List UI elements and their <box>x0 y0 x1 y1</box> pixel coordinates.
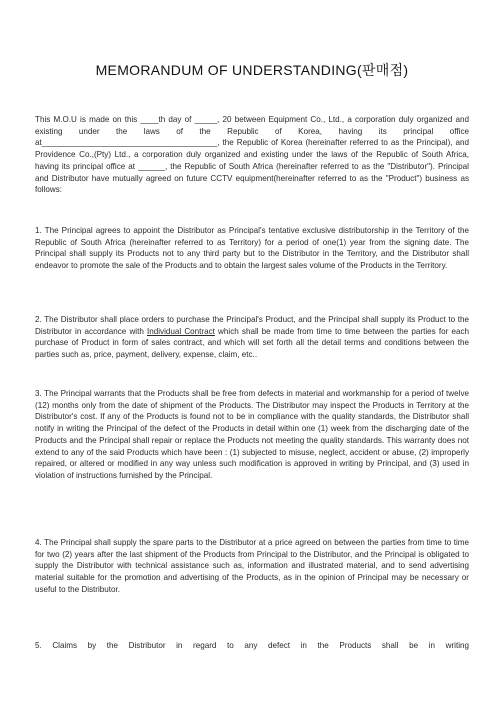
clause-2-text-end: which shall be made from time to time between the parties for each purchase of Product in form of sales contract, and which will set forth all the detail terms and conditions between the parties such as, price, payment, delivery, expense, claim, etc.. <box>35 326 469 360</box>
document-title: MEMORANDUM OF UNDERSTANDING(판매점) <box>95 62 409 78</box>
clause-2-text-start: 2. The Distributor shall place orders to purchase the Principal's Product, and the Principal shall supply its Product to the Distributor in accordance with <box>35 315 469 336</box>
clause-2-paragraph <box>35 314 469 361</box>
clause-3-paragraph: 3. The Principal warrants that the Products shall be free from defects in material and workmanship for a period of twelve (12) months only from the date of shipment of the Products. The Distributor may inspect the Products in Territory at the Distributor's cost. If any of the Products is found not to be in compliance with the quality standards, the Distributor shall notify in writing the Principal of the defect of the Products in detail within one (1) week from the discharging date of the Products and the Principal shall repair or replace the Products not meeting the quality standards. This warranty does not extend to any of the said Products which have been : (1) subjected to misuse, neglect, accident or abuse, (2) improperly repaired, or altered or modified in any way unless such modification is approved in writing by Principal, and (3) used in violation of instructions furnished by the Principal. <box>35 389 469 480</box>
clause-1-paragraph: 1. The Principal agrees to appoint the Distributor as Principal's tentative exclusive distributorship in the Territory of the Republic of South Africa (hereinafter referred to as Territory) for a period of one(1) year from the signing date. The Principal shall supply its Products not to any third party but to the Distributor in the Territory, and the Distributor shall endeavor to promote the sale of the Products and to obtain the largest sales volume of the Products in the Territory. <box>35 226 469 271</box>
intro-paragraph: This M.O.U is made on this ____th day of _____, 20 between Equipment Co., Ltd., a corporation duly organized and existing under the laws of the Republic of Korea, having its principal office at_______________________________________, the Republic of Korea (hereinafter referred to as the Principal), and Providence Co.,(Pty) Ltd., a corporation duly organized and existing under the laws of the Republic of South Africa, having its principal office at ______, the Republic of South Africa (hereinafter referred to as the "Distributor"). Principal and Distributor have mutually agreed on future CCTV equipment(hereinafter referred to as the "Product") business as follows: <box>35 115 469 195</box>
clause-5-paragraph: 5. Claims by the Distributor in regard to any defect in the Products shall be in writing <box>35 641 469 650</box>
clause-4-paragraph: 4. The Principal shall supply the spare parts to the Distributor at a price agreed on between the parties from time to time for two (2) years after the last shipment of the Products from Principal to the Distributor, and the Principal is obligated to supply the Distributor with technical assistance such as, information and illustrated material, and to send advertising material suitable for the promotion and advertising of the Products, as in the opinion of Principal may be necessary or useful to the Distributor. <box>35 538 469 594</box>
individual-contract-term: Individual Contract <box>146 326 215 336</box>
